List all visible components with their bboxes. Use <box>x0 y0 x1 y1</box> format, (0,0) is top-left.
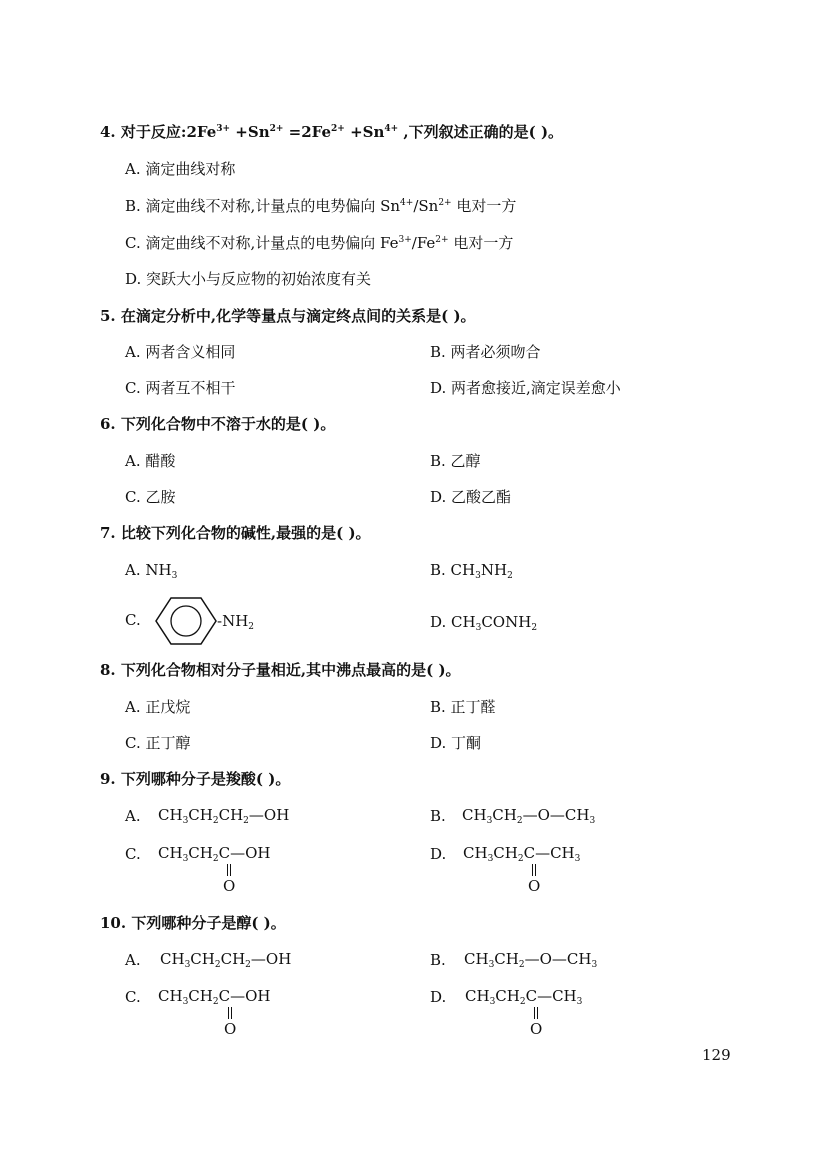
question-5-stem: 5. 在滴定分析中,化学等量点与滴定终点间的关系是( )。 <box>100 307 476 325</box>
carbonyl-oxygen: O <box>224 1020 237 1038</box>
question-9-option-a-formula: $CH_3CH_2CH_2—OH$ <box>158 806 290 826</box>
benzene-ring-icon <box>155 595 217 647</box>
carbonyl-oxygen: O <box>528 877 541 895</box>
question-9-option-d-label: D. <box>430 845 447 863</box>
question-4-stem: 4. 对于反应$:2Fe^{3+} +Sn^{2+} =2Fe^{2+} +Sn^{4+}$ ,下列叙述正确的是( )。 <box>100 123 564 141</box>
question-8-option-d: D. 丁酮 <box>430 734 482 752</box>
question-8-option-a: A. 正戊烷 <box>125 698 191 716</box>
question-6-option-a: A. 醋酸 <box>125 452 176 470</box>
question-9-option-b-label: B. <box>430 807 446 825</box>
question-4-option-a: A. 滴定曲线对称 <box>125 160 236 178</box>
question-6-option-c: C. 乙胺 <box>125 488 176 506</box>
question-8-option-b: B. 正丁醛 <box>430 698 496 716</box>
page-number: 129 <box>702 1046 731 1064</box>
question-7-option-c-label: C. <box>125 611 141 629</box>
question-8-option-c: C. 正丁醇 <box>125 734 191 752</box>
question-8-stem: 8. 下列化合物相对分子量相近,其中沸点最高的是( )。 <box>100 661 461 679</box>
question-10-option-b-formula: $CH_3CH_2—O—CH_3$ <box>464 950 598 970</box>
question-10-option-b-label: B. <box>430 951 446 969</box>
question-7-option-b: B. $CH_3NH_2$ <box>430 561 513 581</box>
question-9-option-d-formula: $CH_3CH_2C—CH_3$ <box>463 844 581 864</box>
question-5-option-a: A. 两者含义相同 <box>125 343 236 361</box>
question-10-option-a-formula: $CH_3CH_2CH_2—OH$ <box>160 950 292 970</box>
question-4-option-d: D. 突跃大小与反应物的初始浓度有关 <box>125 270 372 288</box>
carbonyl-double-bond-icon <box>227 864 231 876</box>
question-7-stem: 7. 比较下列化合物的碱性,最强的是( )。 <box>100 524 371 542</box>
question-6-stem: 6. 下列化合物中不溶于水的是( )。 <box>100 415 336 433</box>
question-10-stem: 10. 下列哪种分子是醇( )。 <box>100 914 286 932</box>
question-4-option-b: B. 滴定曲线不对称,计量点的电势偏向 $Sn^{4+}/Sn^{2+}$ 电对一方 <box>125 197 517 215</box>
carbonyl-double-bond-icon <box>532 864 536 876</box>
question-9-option-a-label: A. <box>125 807 141 825</box>
question-10-option-a-label: A. <box>125 951 141 969</box>
carbonyl-oxygen: O <box>223 877 236 895</box>
carbonyl-oxygen: O <box>530 1020 543 1038</box>
question-7-option-d: D. $CH_3CONH_2$ <box>430 613 538 633</box>
question-9-option-c-label: C. <box>125 845 141 863</box>
question-10-option-c-label: C. <box>125 988 141 1006</box>
question-4-option-c: C. 滴定曲线不对称,计量点的电势偏向 $Fe^{3+}/Fe^{2+}$ 电对一方 <box>125 234 514 252</box>
question-6-option-b: B. 乙醇 <box>430 452 481 470</box>
question-5-option-c: C. 两者互不相干 <box>125 379 236 397</box>
question-5-option-d: D. 两者愈接近,滴定误差愈小 <box>430 379 621 397</box>
carbonyl-double-bond-icon <box>228 1007 232 1019</box>
question-7-option-c-amine: $-NH_2$ <box>217 612 255 632</box>
question-9-option-b-formula: $CH_3CH_2—O—CH_3$ <box>462 806 596 826</box>
question-10-option-d-formula: $CH_3CH_2C—CH_3$ <box>465 987 583 1007</box>
question-7-option-a: A. $NH_3$ <box>125 561 178 581</box>
question-9-stem: 9. 下列哪种分子是羧酸( )。 <box>100 770 291 788</box>
question-10-option-c-formula: $CH_3CH_2C—OH$ <box>158 987 271 1007</box>
question-10-option-d-label: D. <box>430 988 447 1006</box>
question-6-option-d: D. 乙酸乙酯 <box>430 488 512 506</box>
carbonyl-double-bond-icon <box>534 1007 538 1019</box>
question-5-option-b: B. 两者必须吻合 <box>430 343 541 361</box>
question-9-option-c-formula: $CH_3CH_2C—OH$ <box>158 844 271 864</box>
